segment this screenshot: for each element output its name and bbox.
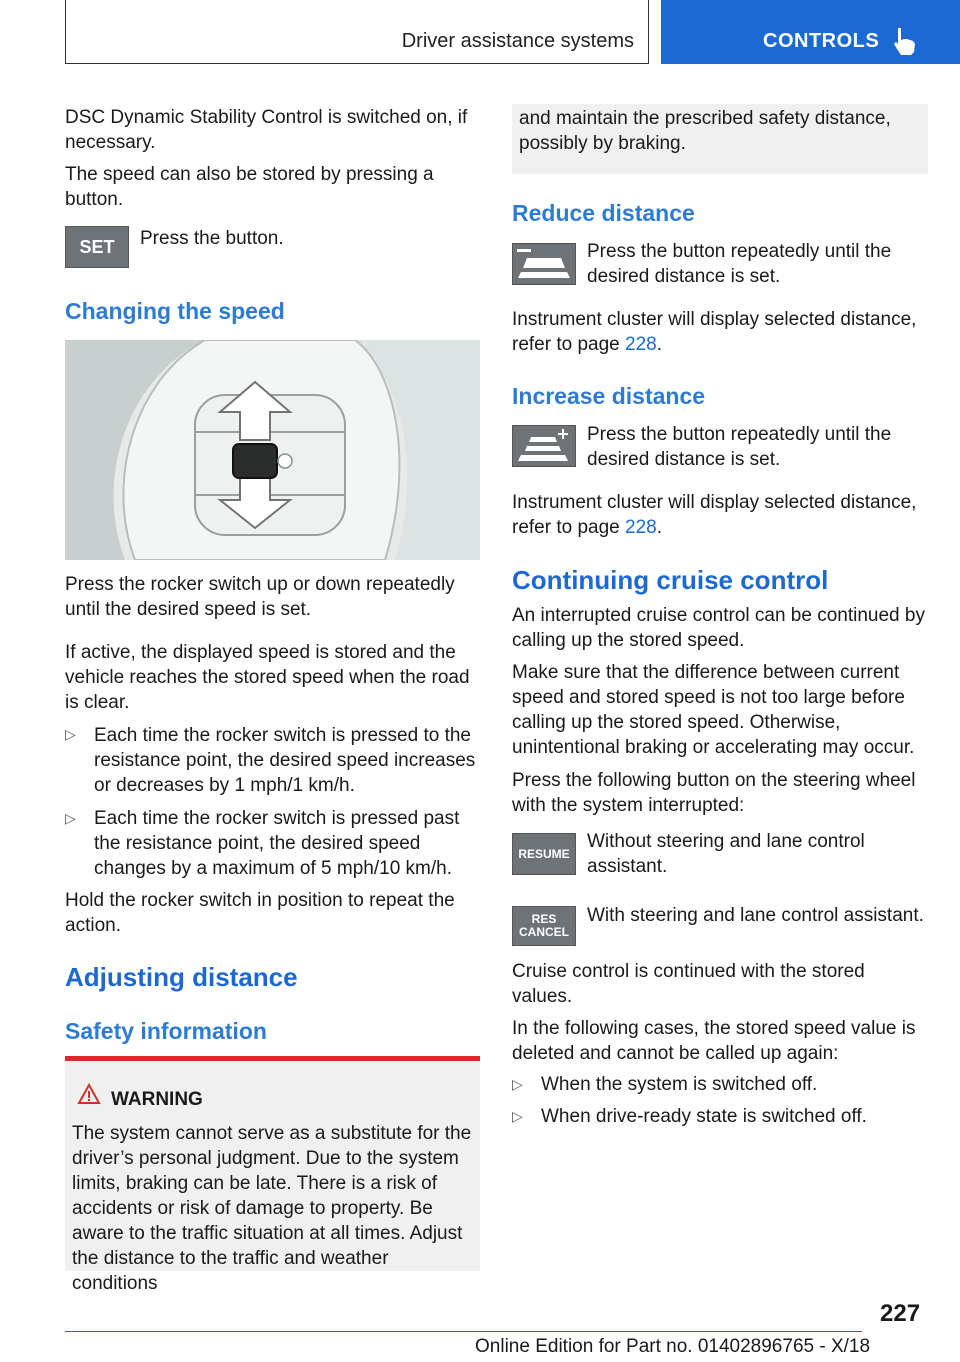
increase-cluster-text: Instrument cluster will display selected distance, refer to page 228. bbox=[512, 492, 917, 538]
paragraph-rocker-switch: Press the rocker switch up or down repeatedly until the desired speed is set. bbox=[65, 574, 455, 620]
bullet-triangle-icon: ▷ bbox=[65, 726, 76, 742]
warning-text-continued: and maintain the prescribed safety distance, possibly by braking. bbox=[519, 108, 891, 154]
res-cancel-text: With steering and lane control assistant. bbox=[587, 905, 924, 926]
heading-increase-distance: Increase distance bbox=[512, 383, 706, 409]
distance-bars-icon bbox=[513, 244, 575, 284]
paragraph-continue-5: In the following cases, the stored speed value is deleted and cannot be called up again: bbox=[512, 1018, 916, 1064]
footer-edition: Online Edition for Part no. 01402896765 - X/18 bbox=[475, 1336, 871, 1357]
heading-continuing-cruise-control: Continuing cruise control bbox=[512, 565, 829, 595]
heading-adjusting-distance: Adjusting distance bbox=[65, 962, 298, 992]
warning-box-continued bbox=[512, 104, 928, 174]
heading-changing-speed: Changing the speed bbox=[65, 298, 285, 324]
resume-button-image: RESUME bbox=[512, 833, 576, 875]
page-link[interactable]: 228 bbox=[625, 517, 657, 538]
page-number: 227 bbox=[880, 1300, 921, 1327]
bullet-text-system-off: When the system is switched off. bbox=[541, 1074, 818, 1095]
bullet-text-2: Each time the rocker switch is pressed past the resistance point, the desired speed changes by a maximum of 5 mph/10 km/h. bbox=[94, 808, 460, 879]
header-section-title: Driver assistance systems bbox=[401, 30, 634, 52]
bullet-text-1: Each time the rocker switch is pressed to the resistance point, the desired speed increases or decreases by 1 mph/1 km/h. bbox=[94, 725, 476, 796]
paragraph-hold-switch: Hold the rocker switch in position to repeat the action. bbox=[65, 890, 455, 936]
warning-triangle-icon bbox=[77, 1083, 101, 1105]
increase-distance-text: Press the button repeatedly until the desired distance is set. bbox=[587, 424, 892, 470]
rocker-switch-graphic bbox=[65, 340, 480, 560]
increase-distance-button-image bbox=[512, 425, 576, 467]
res-cancel-button-image: RES CANCEL bbox=[512, 906, 576, 946]
warning-text: The system cannot serve as a substitute for the driver’s personal judgment. Due to the system limits, braking can be late. There is a risk of accidents or risk of damage to property. Be aware to the traffic situation at all times. Adjust the distance to the traffic and weather conditions bbox=[72, 1123, 472, 1294]
warning-title: WARNING bbox=[111, 1089, 203, 1110]
bullet-triangle-icon: ▷ bbox=[65, 810, 76, 826]
warning-box bbox=[65, 1056, 480, 1294]
reduce-distance-button-image bbox=[512, 243, 576, 285]
distance-plus-icon bbox=[513, 426, 575, 466]
set-button-image: SET bbox=[65, 226, 129, 268]
header-chapter-title: CONTROLS bbox=[763, 30, 880, 52]
reduce-cluster-text: Instrument cluster will display selected distance, refer to page 228. bbox=[512, 309, 917, 355]
pointing-hand-icon bbox=[893, 26, 919, 56]
paragraph-continue-4: Cruise control is continued with the stored values. bbox=[512, 961, 865, 1007]
paragraph-store-speed: The speed can also be stored by pressing a button. bbox=[65, 164, 434, 210]
heading-reduce-distance: Reduce distance bbox=[512, 200, 695, 226]
bullet-triangle-icon: ▷ bbox=[512, 1108, 523, 1124]
resume-text: Without steering and lane control assistant. bbox=[587, 831, 865, 877]
bullet-triangle-icon: ▷ bbox=[512, 1076, 523, 1092]
steering-wheel-illustration bbox=[65, 340, 480, 560]
header-section-box bbox=[65, 0, 649, 64]
bullet-text-drive-ready-off: When drive-ready state is switched off. bbox=[541, 1106, 867, 1127]
paragraph-dsc: DSC Dynamic Stability Control is switched on, if necessary. bbox=[65, 107, 468, 153]
press-button-text: Press the button. bbox=[140, 228, 284, 249]
page-link[interactable]: 228 bbox=[625, 334, 657, 355]
heading-safety-information: Safety information bbox=[65, 1018, 267, 1044]
paragraph-continue-2: Make sure that the difference between current speed and stored speed is not too large before calling up the stored speed. Otherwise, unintentional braking or accelerating may occur. bbox=[512, 662, 915, 758]
header-chapter-box bbox=[661, 0, 960, 64]
footer-divider bbox=[65, 1331, 862, 1332]
reduce-distance-text: Press the button repeatedly until the desired distance is set. bbox=[587, 241, 892, 287]
paragraph-continue-3: Press the following button on the steering wheel with the system interrupted: bbox=[512, 770, 916, 816]
paragraph-stored-speed: If active, the displayed speed is stored and the vehicle reaches the stored speed when the road is clear. bbox=[65, 642, 470, 713]
paragraph-continue-1: An interrupted cruise control can be continued by calling up the stored speed. bbox=[512, 605, 925, 651]
